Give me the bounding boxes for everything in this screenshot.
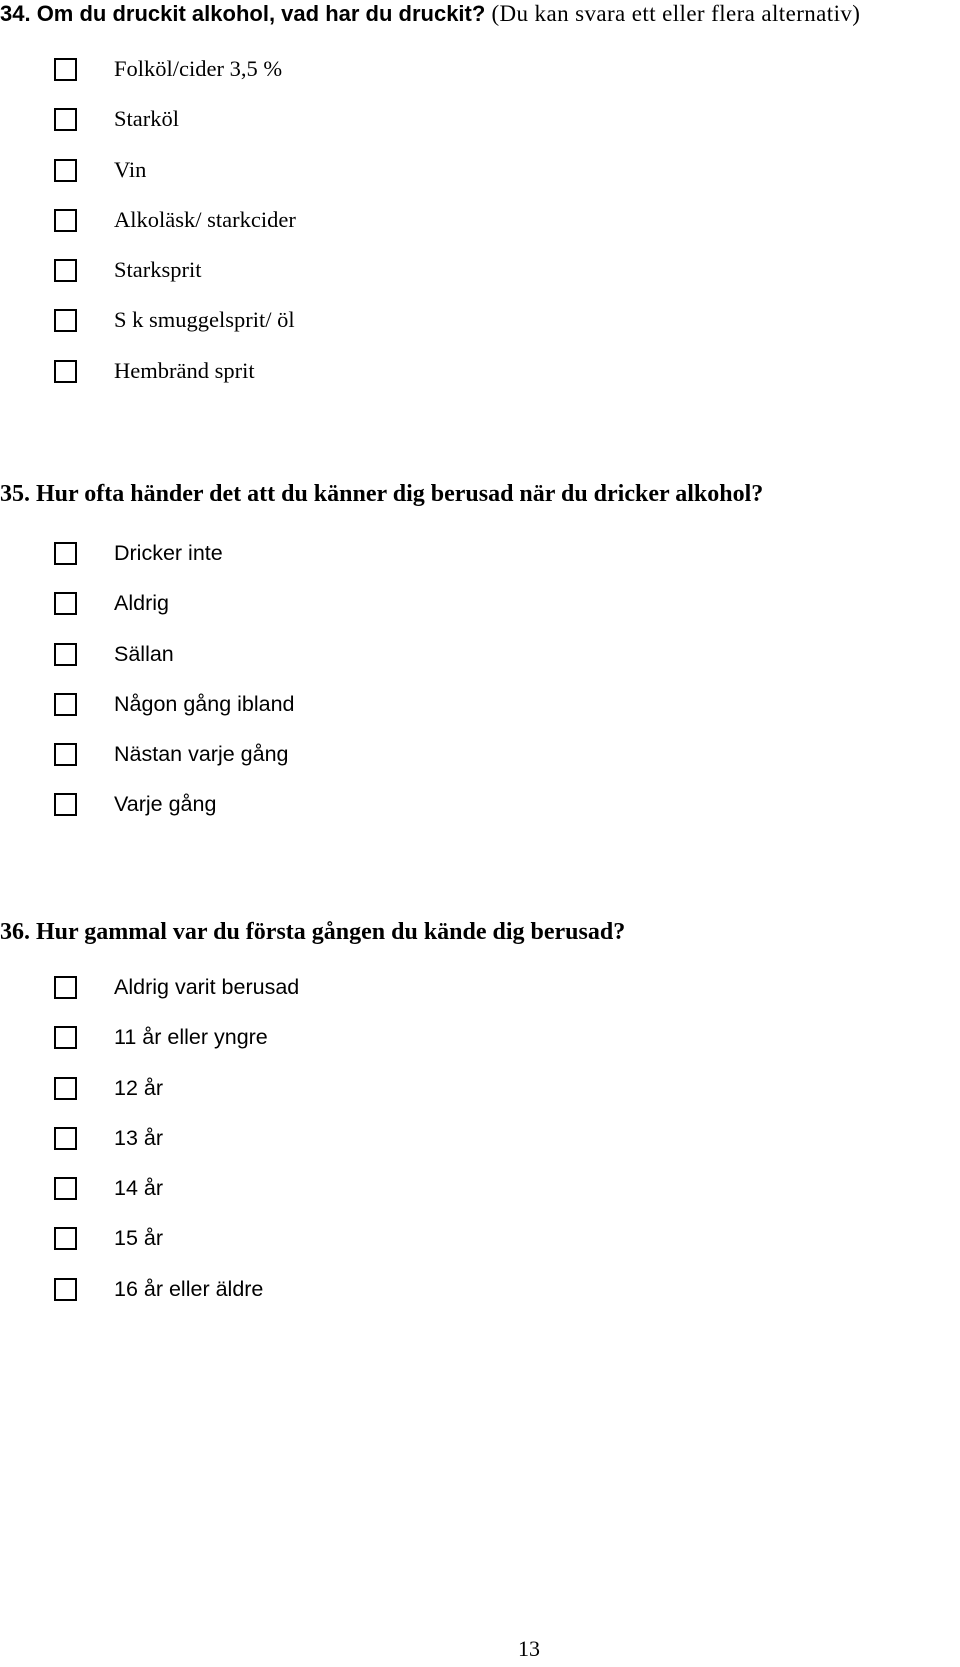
option-label: Sällan [114, 641, 174, 666]
checkbox[interactable] [54, 58, 77, 81]
checkbox[interactable] [54, 1177, 77, 1200]
checkbox[interactable] [54, 1077, 77, 1100]
option-label: Folköl/cider 3,5 % [114, 56, 283, 81]
checkbox[interactable] [54, 1127, 77, 1150]
checkbox[interactable] [54, 542, 77, 565]
option-label: 12 år [114, 1075, 164, 1100]
checkbox[interactable] [54, 793, 77, 816]
option-label: Aldrig [114, 591, 169, 616]
question-34-note: (Du kan svara ett eller flera alternativ) [491, 1, 861, 26]
checkbox[interactable] [54, 360, 77, 383]
option-label: Varje gång [114, 792, 217, 817]
option-label: Någon gång ibland [114, 691, 295, 716]
checkbox[interactable] [54, 976, 77, 999]
checkbox[interactable] [54, 592, 77, 615]
checkbox[interactable] [54, 643, 77, 666]
option-label: Nästan varje gång [114, 742, 289, 767]
option-label: Starköl [114, 106, 179, 132]
option-label: 14 år [114, 1176, 164, 1201]
option-label: 16 år eller äldre [114, 1276, 264, 1301]
option-label: 13 år [114, 1125, 164, 1150]
checkbox[interactable] [54, 1227, 77, 1250]
option-label: Aldrig varit berusad [114, 975, 300, 999]
option-label: Starksprit [114, 257, 202, 283]
checkbox[interactable] [54, 159, 77, 182]
checkbox[interactable] [54, 259, 77, 282]
page-number: 13 [518, 1636, 540, 1661]
checkbox[interactable] [54, 309, 77, 332]
checkbox[interactable] [54, 108, 77, 131]
option-label: Dricker inte [114, 541, 223, 565]
option-label: Hembränd sprit [114, 357, 255, 383]
question-34-title [0, 0, 860, 28]
question-36-title: 36. Hur gammal var du första gången du kände dig berusad? [0, 919, 626, 945]
checkbox[interactable] [54, 693, 77, 716]
checkbox[interactable] [54, 1278, 77, 1301]
option-label: 15 år [114, 1226, 164, 1251]
checkbox[interactable] [54, 209, 77, 232]
option-label: S k smuggelsprit/ öl [114, 307, 295, 333]
option-label: 11 år eller yngre [114, 1025, 268, 1050]
checkbox[interactable] [54, 743, 77, 766]
checkbox[interactable] [54, 1026, 77, 1049]
option-label: Vin [114, 156, 147, 182]
option-label: Alkoläsk/ starkcider [114, 206, 296, 232]
question-35-title: 35. Hur ofta händer det att du känner dig berusad när du dricker alkohol? [0, 481, 764, 507]
question-34-heading: 34. Om du druckit alkohol, vad har du druckit? [0, 1, 486, 26]
